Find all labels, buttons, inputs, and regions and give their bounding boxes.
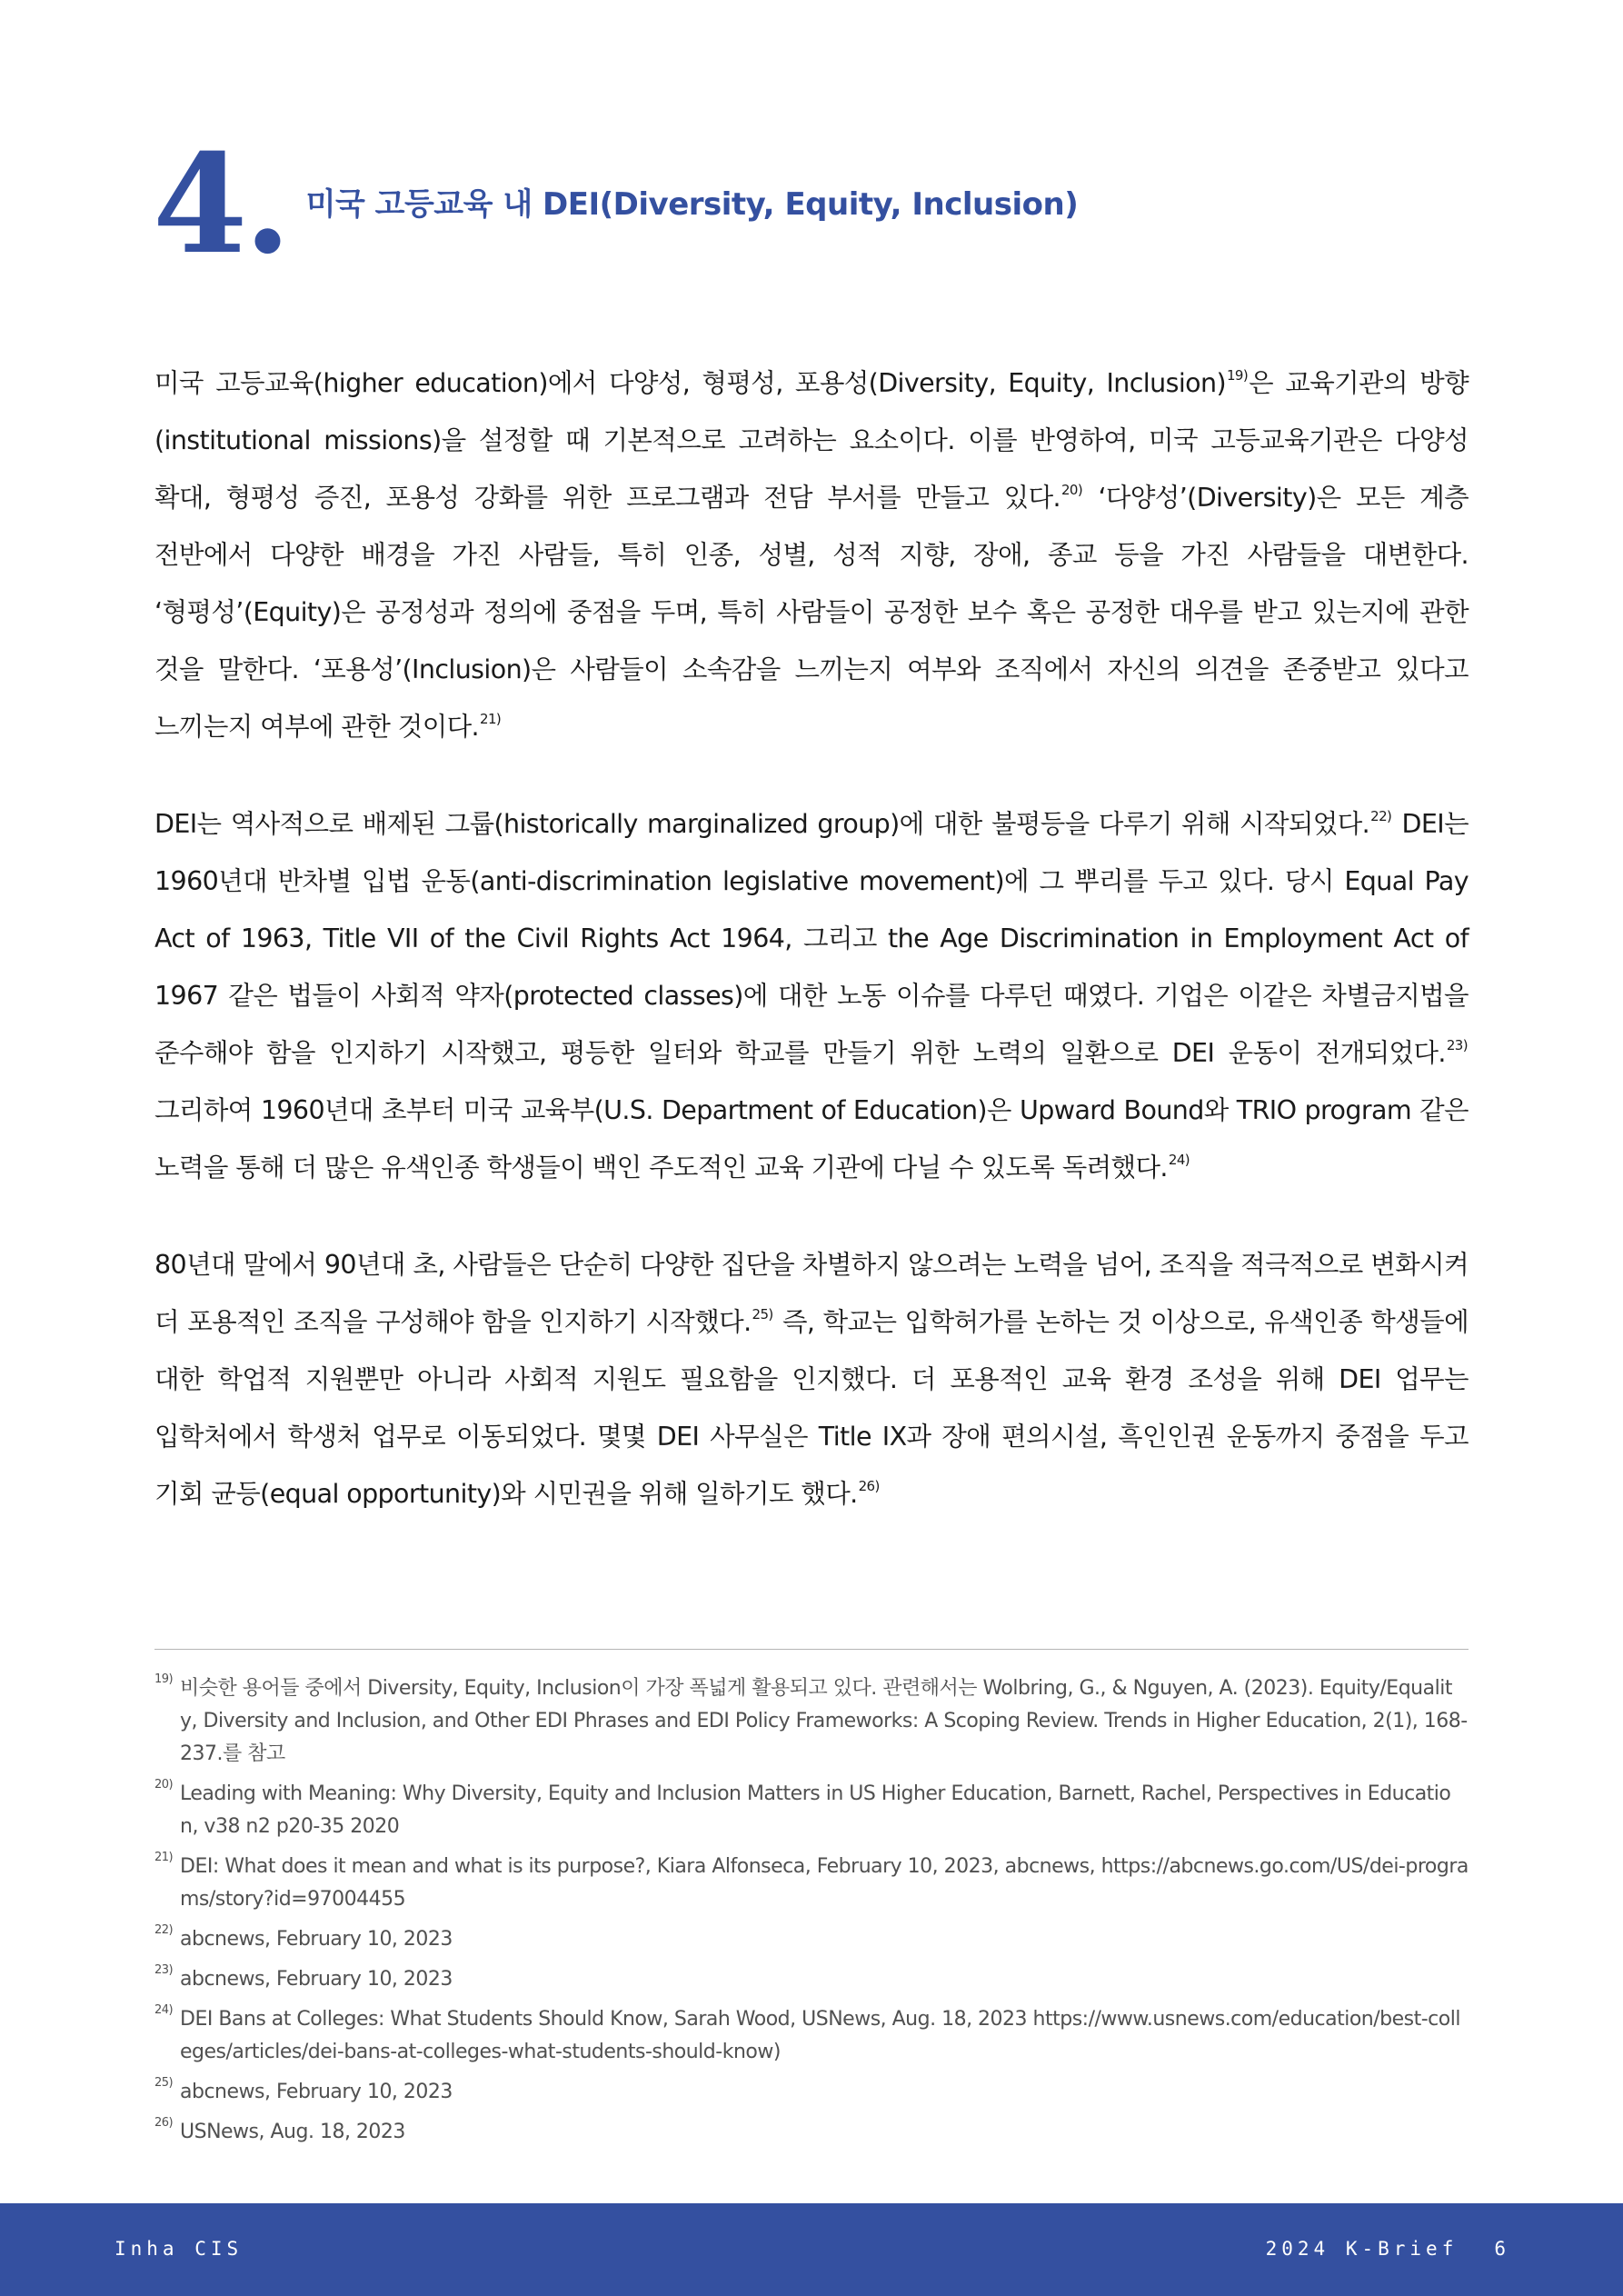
footnote-text: USNews, Aug. 18, 2023: [180, 2121, 405, 2143]
footnote-item: [154, 2116, 1469, 2149]
footnote-ref[interactable]: 22): [1370, 807, 1392, 824]
footnote-mark: 19): [154, 1672, 174, 1686]
page-number: 6: [1494, 2238, 1510, 2260]
footnote-item: [154, 1963, 1469, 1996]
footnote-ref[interactable]: 19): [1226, 366, 1249, 384]
footnote-text: 비슷한 용어들 중에서 Diversity, Equity, Inclusion이 가장 폭넓게 활용되고 있다. 관련해서는 Wolbring, G., & Nguyen, A. (2023). Equity/Equality, Diversity and Inclusion, and Other EDI Phrases and EDI Policy Frameworks: A Scoping Review. Trends in Higher Education, 2(1), 168-237.를 참고: [180, 1677, 1468, 1765]
footnote-item: [154, 1851, 1469, 1916]
footnote-item: [154, 1778, 1469, 1843]
paragraph-1: [154, 354, 1469, 755]
footnote-text: abcnews, February 10, 2023: [180, 1928, 453, 1951]
footnote-item: [154, 1672, 1469, 1771]
footnote-mark: 21): [154, 1851, 174, 1864]
paragraph-text: 은 교육기관의 방향(institutional missions)을 설정할 때 기본적으로 고려하는 요소이다. 이를 반영하여, 미국 고등교육기관은 다양성 확대, 형평성 증진, 포용성 강화를 위한 프로그램과 전담 부서를 만들고 있다.: [154, 368, 1469, 513]
footnote-ref[interactable]: 23): [1446, 1036, 1468, 1053]
footnote-ref[interactable]: 25): [752, 1305, 773, 1323]
footnote-item: [154, 2076, 1469, 2109]
footnote-text: abcnews, February 10, 2023: [180, 1968, 453, 1991]
footnote-ref[interactable]: 26): [858, 1477, 880, 1494]
paragraph-text: ‘다양성’(Diversity)은 모든 계층 전반에서 다양한 배경을 가진 사람들, 특히 인종, 성별, 성적 지향, 장애, 종교 등을 가진 사람들을 대변한다. ‘형평성’(Equity)은 공정성과 정의에 중점을 두며, 특히 사람들이 공정한 보수 혹은 공정한 대우를 받고 있는지에 관한 것을 말한다. ‘포용성’(Inclusion)은 사람들이 소속감을 느끼는지 여부와 조직에서 자신의 의견을 존중받고 있다고 느끼는지 여부에 관한 것이다.: [154, 483, 1469, 742]
footnote-mark: 24): [154, 2003, 174, 2017]
footnote-mark: 23): [154, 1963, 174, 1977]
section-title: 미국 고등교육 내 DEI(Diversity, Equity, Inclusion): [305, 186, 1079, 223]
footer-right: [1266, 2238, 1510, 2260]
footnote-ref[interactable]: 24): [1168, 1151, 1190, 1168]
body-text: [154, 354, 1469, 1562]
footer-publication: 2024 K-Brief: [1265, 2238, 1459, 2260]
footnote-mark: 20): [154, 1778, 174, 1792]
footnotes: [154, 1672, 1469, 2156]
footnote-item: [154, 1923, 1469, 1956]
footnote-text: DEI Bans at Colleges: What Students Should Know, Sarah Wood, USNews, Aug. 18, 2023 https://www.usnews.com/education/best-colleges/articles/dei-bans-at-colleges-what-students-should-know): [180, 2008, 1460, 2063]
footnote-item: [154, 2003, 1469, 2069]
section-heading: [153, 125, 1079, 285]
paragraph-text: 즉, 학교는 입학허가를 논하는 것 이상으로, 유색인종 학생들에 대한 학업적 지원뿐만 아니라 사회적 지원도 필요함을 인지했다. 더 포용적인 교육 환경 조성을 위해 DEI 업무는 입학처에서 학생처 업무로 이동되었다. 몇몇 DEI 사무실은 Title IX과 장애 편의시설, 흑인인권 운동까지 중점을 두고 기회 균등(equal opportunity)와 시민권을 위해 일하기도 했다.: [154, 1307, 1469, 1509]
paragraph-text: 80년대 말에서 90년대 초, 사람들은 단순히 다양한 집단을 차별하지 않으려는 노력을 넘어, 조직을 적극적으로 변화시켜 더 포용적인 조직을 구성해야 함을 인지하기 시작했다.: [154, 1250, 1469, 1337]
footnote-text: abcnews, February 10, 2023: [180, 2081, 453, 2103]
footnote-ref[interactable]: 21): [480, 710, 502, 727]
paragraph-text: DEI는 역사적으로 배제된 그룹(historically marginalized group)에 대한 불평등을 다루기 위해 시작되었다.: [154, 809, 1370, 839]
paragraph-text: 미국 고등교육(higher education)에서 다양성, 형평성, 포용성(Diversity, Equity, Inclusion): [154, 368, 1226, 398]
footnote-text: DEI: What does it mean and what is its purpose?, Kiara Alfonseca, February 10, 2023, abcnews, https://abcnews.go.com/US/dei-programs/story?id=97004455: [180, 1855, 1469, 1911]
paragraph-text: 그리하여 1960년대 초부터 미국 교육부(U.S. Department of Education)은 Upward Bound와 TRIO program 같은 노력을 통해 더 많은 유색인종 학생들이 백인 주도적인 교육 기관에 다닐 수 있도록 독려했다.: [154, 1095, 1469, 1183]
footnote-text: Leading with Meaning: Why Diversity, Equity and Inclusion Matters in US Higher Education, Barnett, Rachel, Perspectives in Education, v38 n2 p20-35 2020: [180, 1782, 1451, 1838]
footnote-mark: 22): [154, 1923, 174, 1937]
footnote-divider: [154, 1649, 1469, 1650]
paragraph-text: DEI는 1960년대 반차별 입법 운동(anti-discrimination legislative movement)에 그 뿌리를 두고 있다. 당시 Equal Pay Act of 1963, Title VII of the Civil Rights Act 1964, 그리고 the Age Discrimination in Employment Act of 1967 같은 법들이 사회적 약자(protected classes)에 대한 노동 이슈를 다루던 때였다. 기업은 이같은 차별금지법을 준수해야 함을 인지하기 시작했고, 평등한 일터와 학교를 만들기 위한 노력의 일환으로 DEI 운동이 전개되었다.: [154, 809, 1469, 1068]
page-footer: [0, 2203, 1623, 2296]
footnote-ref[interactable]: 20): [1060, 481, 1083, 498]
footnote-mark: 25): [154, 2076, 174, 2090]
paragraph-2: [154, 795, 1469, 1196]
footer-brand: Inha CIS: [115, 2238, 244, 2260]
footnote-mark: 26): [154, 2116, 174, 2130]
section-number: 4.: [153, 125, 288, 285]
paragraph-3: [154, 1236, 1469, 1522]
